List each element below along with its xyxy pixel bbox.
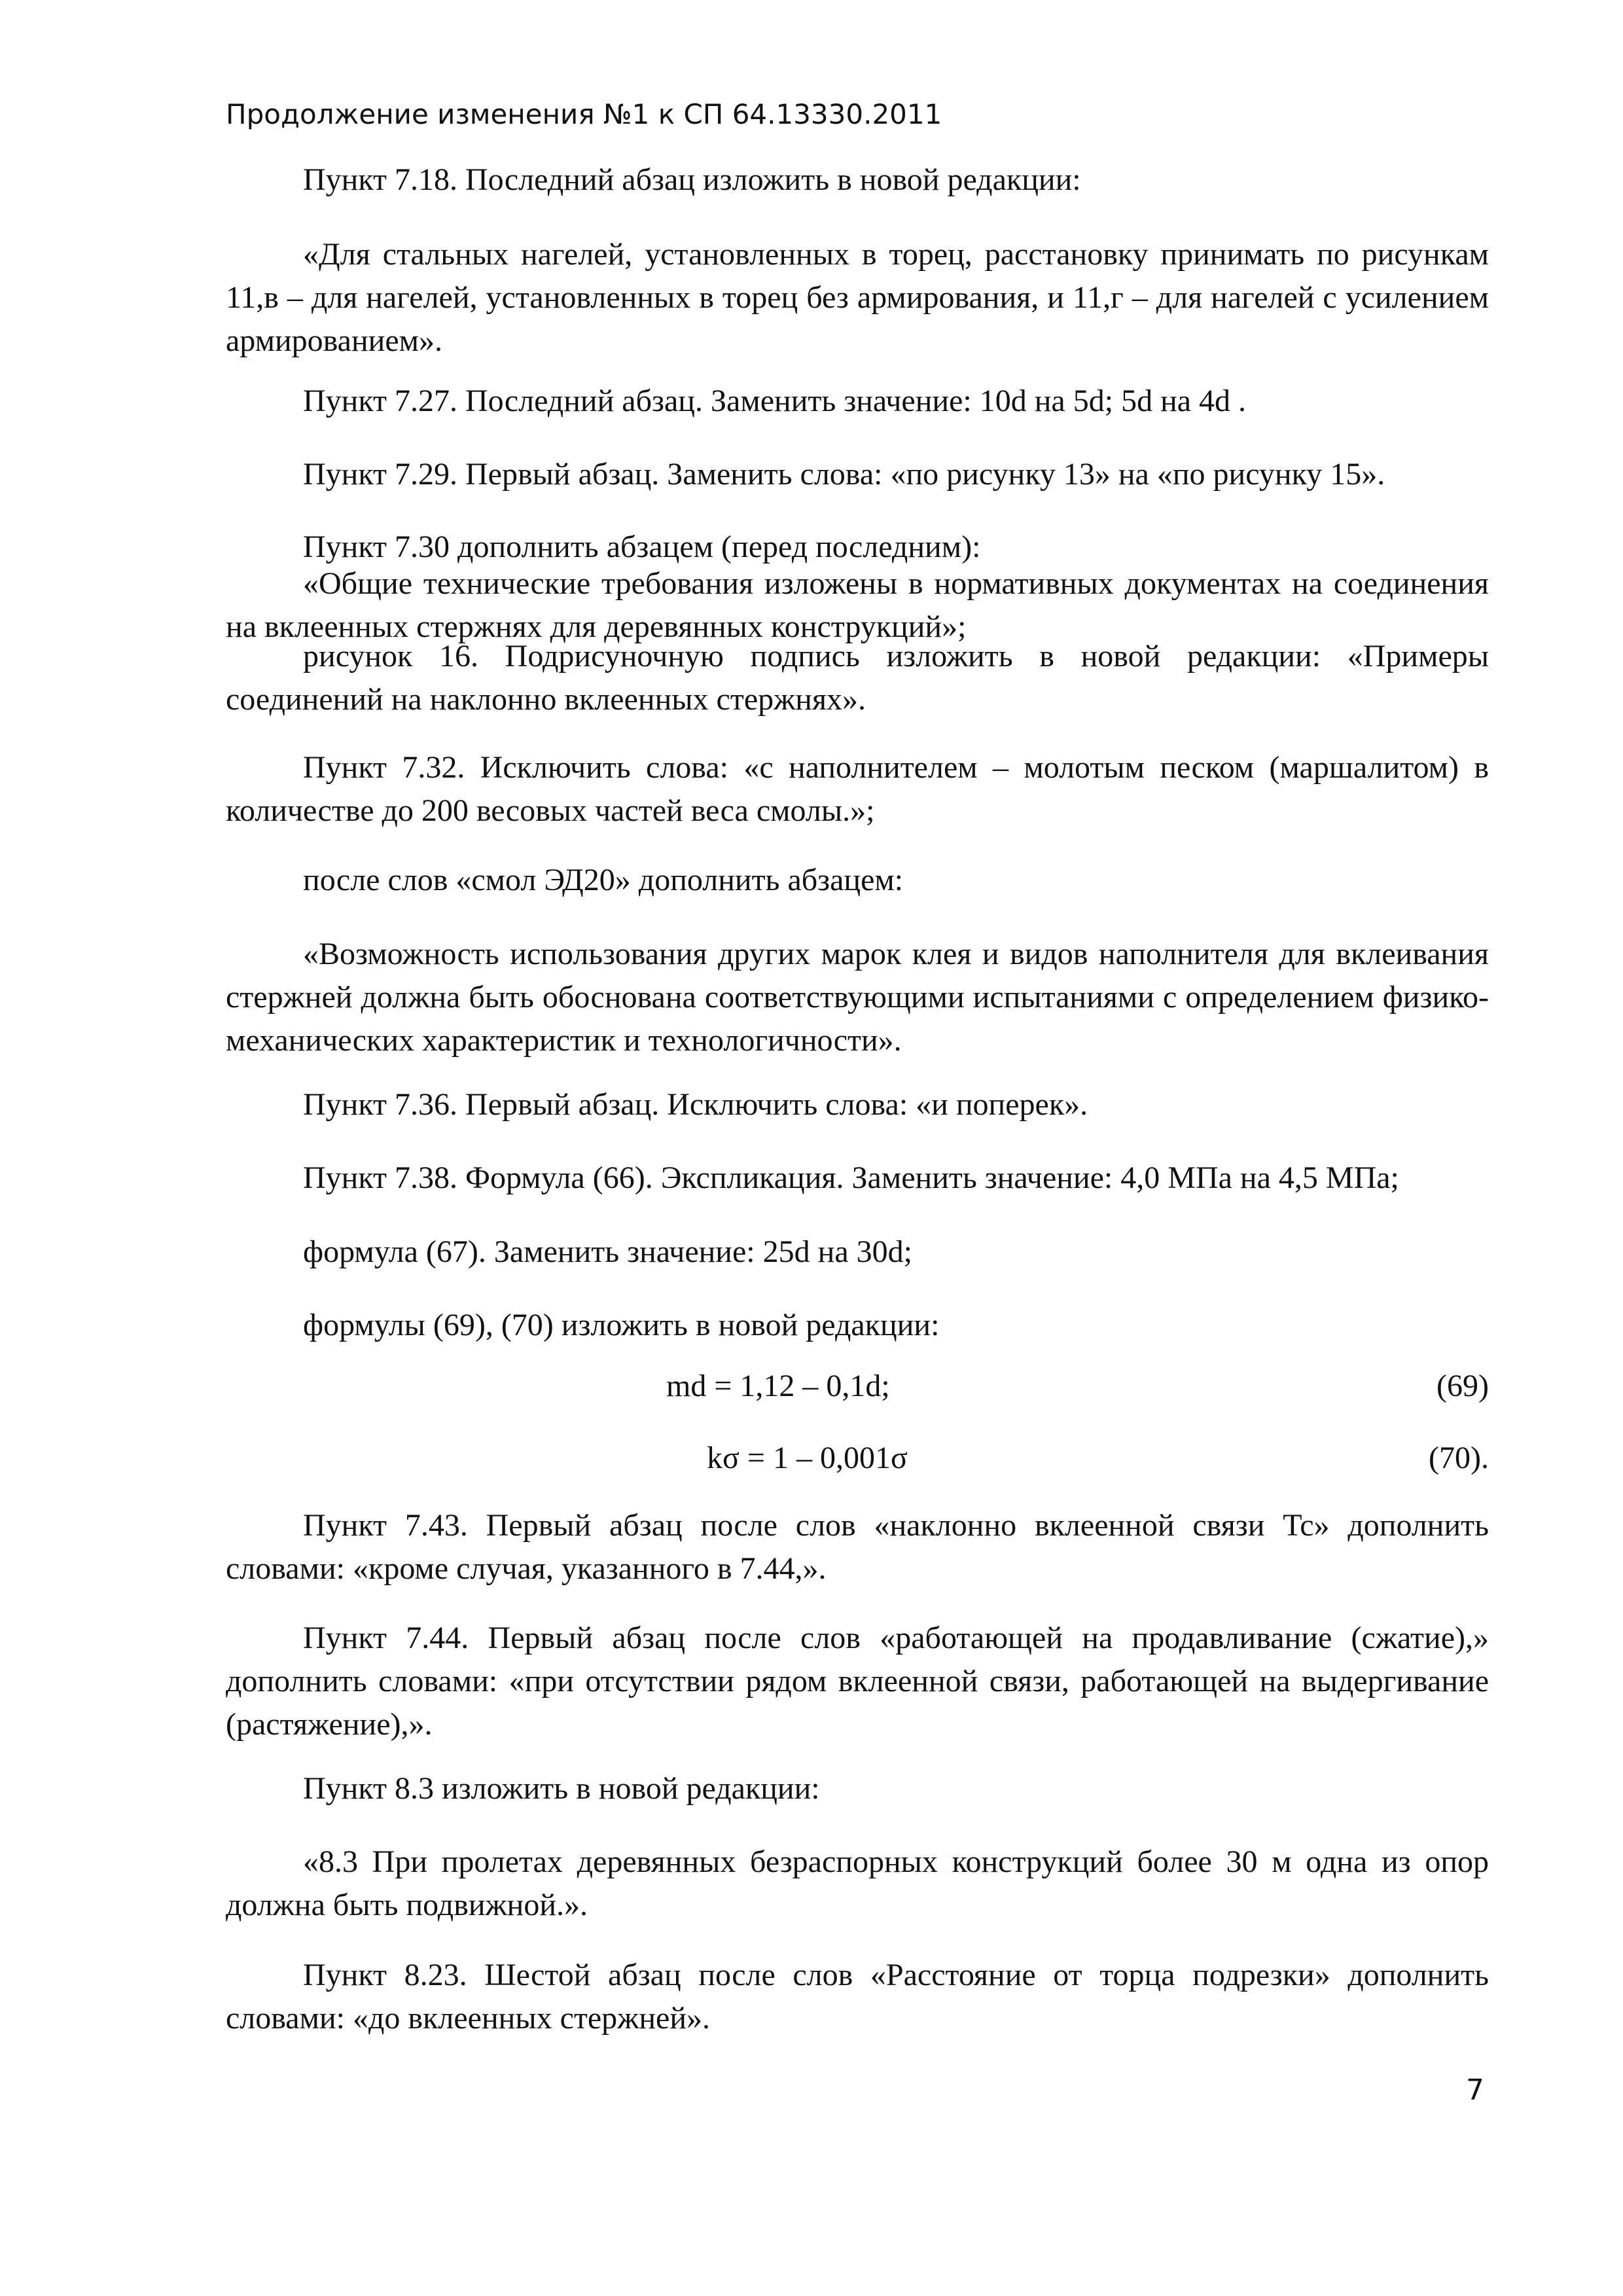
formula-69: md = 1,12 – 0,1d; <box>666 1369 890 1403</box>
paragraph-p823: Пункт 8.23. Шестой абзац после слов «Расстояние от торца подрезки» дополнить словами: «до вклеенных стержней». <box>226 1958 1489 2036</box>
paragraph-p83: Пункт 8.3 изложить в новой редакции: <box>303 1771 820 1806</box>
paragraph-p732: Пункт 7.32. Исключить слова: «с наполнителем – молотым песком (маршалитом) в количестве до 200 весовых частей веса смолы.»; <box>226 750 1489 828</box>
paragraph-p83-text: «8.3 При пролетах деревянных безраспорных конструкций более 30 м одна из опор должна быть подвижной.». <box>226 1844 1489 1922</box>
paragraph-p730: Пункт 7.30 дополнить абзацем (перед последним): <box>303 529 981 564</box>
paragraph-p738: Пункт 7.38. Формула (66). Экспликация. Заменить значение: 4,0 МПа на 4,5 МПа; <box>303 1160 1399 1195</box>
paragraph-ed20: после слов «смол ЭД20» дополнить абзацем: <box>303 863 904 897</box>
formula-70: kσ = 1 – 0,001σ <box>707 1441 908 1475</box>
paragraph-ed20-text: «Возможность использования других марок клея и видов наполнителя для вклеивания стержней должна быть обоснована соответствующими испытаниями с определением физико-механических характеристик и технологичности». <box>226 937 1489 1058</box>
paragraph-p730-text: «Общие технические требования изложены в нормативных документах на соединения на вклеенных стержнях для деревянных конструкций»; <box>226 566 1489 644</box>
paragraph-p727: Пункт 7.27. Последний абзац. Заменить значение: 10d на 5d; 5d на 4d . <box>303 384 1247 418</box>
running-header: Продолжение изменения №1 к СП 64.13330.2011 <box>226 98 942 130</box>
paragraph-p736: Пункт 7.36. Первый абзац. Исключить слова: «и поперек». <box>303 1087 1088 1122</box>
formula-69-number: (69) <box>1436 1369 1489 1403</box>
paragraph-figure16: рисунок 16. Подрисуночную подпись изложить в новой редакции: «Примеры соединений на наклонно вклеенных стержнях». <box>226 639 1489 717</box>
paragraph-p718: Пункт 7.18. Последний абзац изложить в новой редакции: <box>303 162 1081 197</box>
paragraph-p718-text: «Для стальных нагелей, установленных в торец, расстановку принимать по рисункам 11,в – для нагелей, установленных в торец без армирования, и 11,г – для нагелей с усилением армированием». <box>226 237 1489 358</box>
paragraph-formulas-69-70: формулы (69), (70) изложить в новой редакции: <box>303 1308 940 1342</box>
paragraph-formula67: формула (67). Заменить значение: 25d на 30d; <box>303 1234 912 1269</box>
paragraph-p729: Пункт 7.29. Первый абзац. Заменить слова: «по рисунку 13» на «по рисунку 15». <box>303 457 1385 492</box>
page-number: 7 <box>1466 2073 1484 2107</box>
paragraph-p743: Пункт 7.43. Первый абзац после слов «наклонно вклеенной связи Tc» дополнить словами: «кроме случая, указанного в 7.44,». <box>226 1508 1489 1586</box>
paragraph-p744: Пункт 7.44. Первый абзац после слов «работающей на продавливание (сжатие),» дополнить словами: «при отсутствии рядом вклеенной связи, работающей на выдергивание (растяжение),». <box>226 1621 1489 1742</box>
formula-70-number: (70). <box>1429 1441 1489 1475</box>
